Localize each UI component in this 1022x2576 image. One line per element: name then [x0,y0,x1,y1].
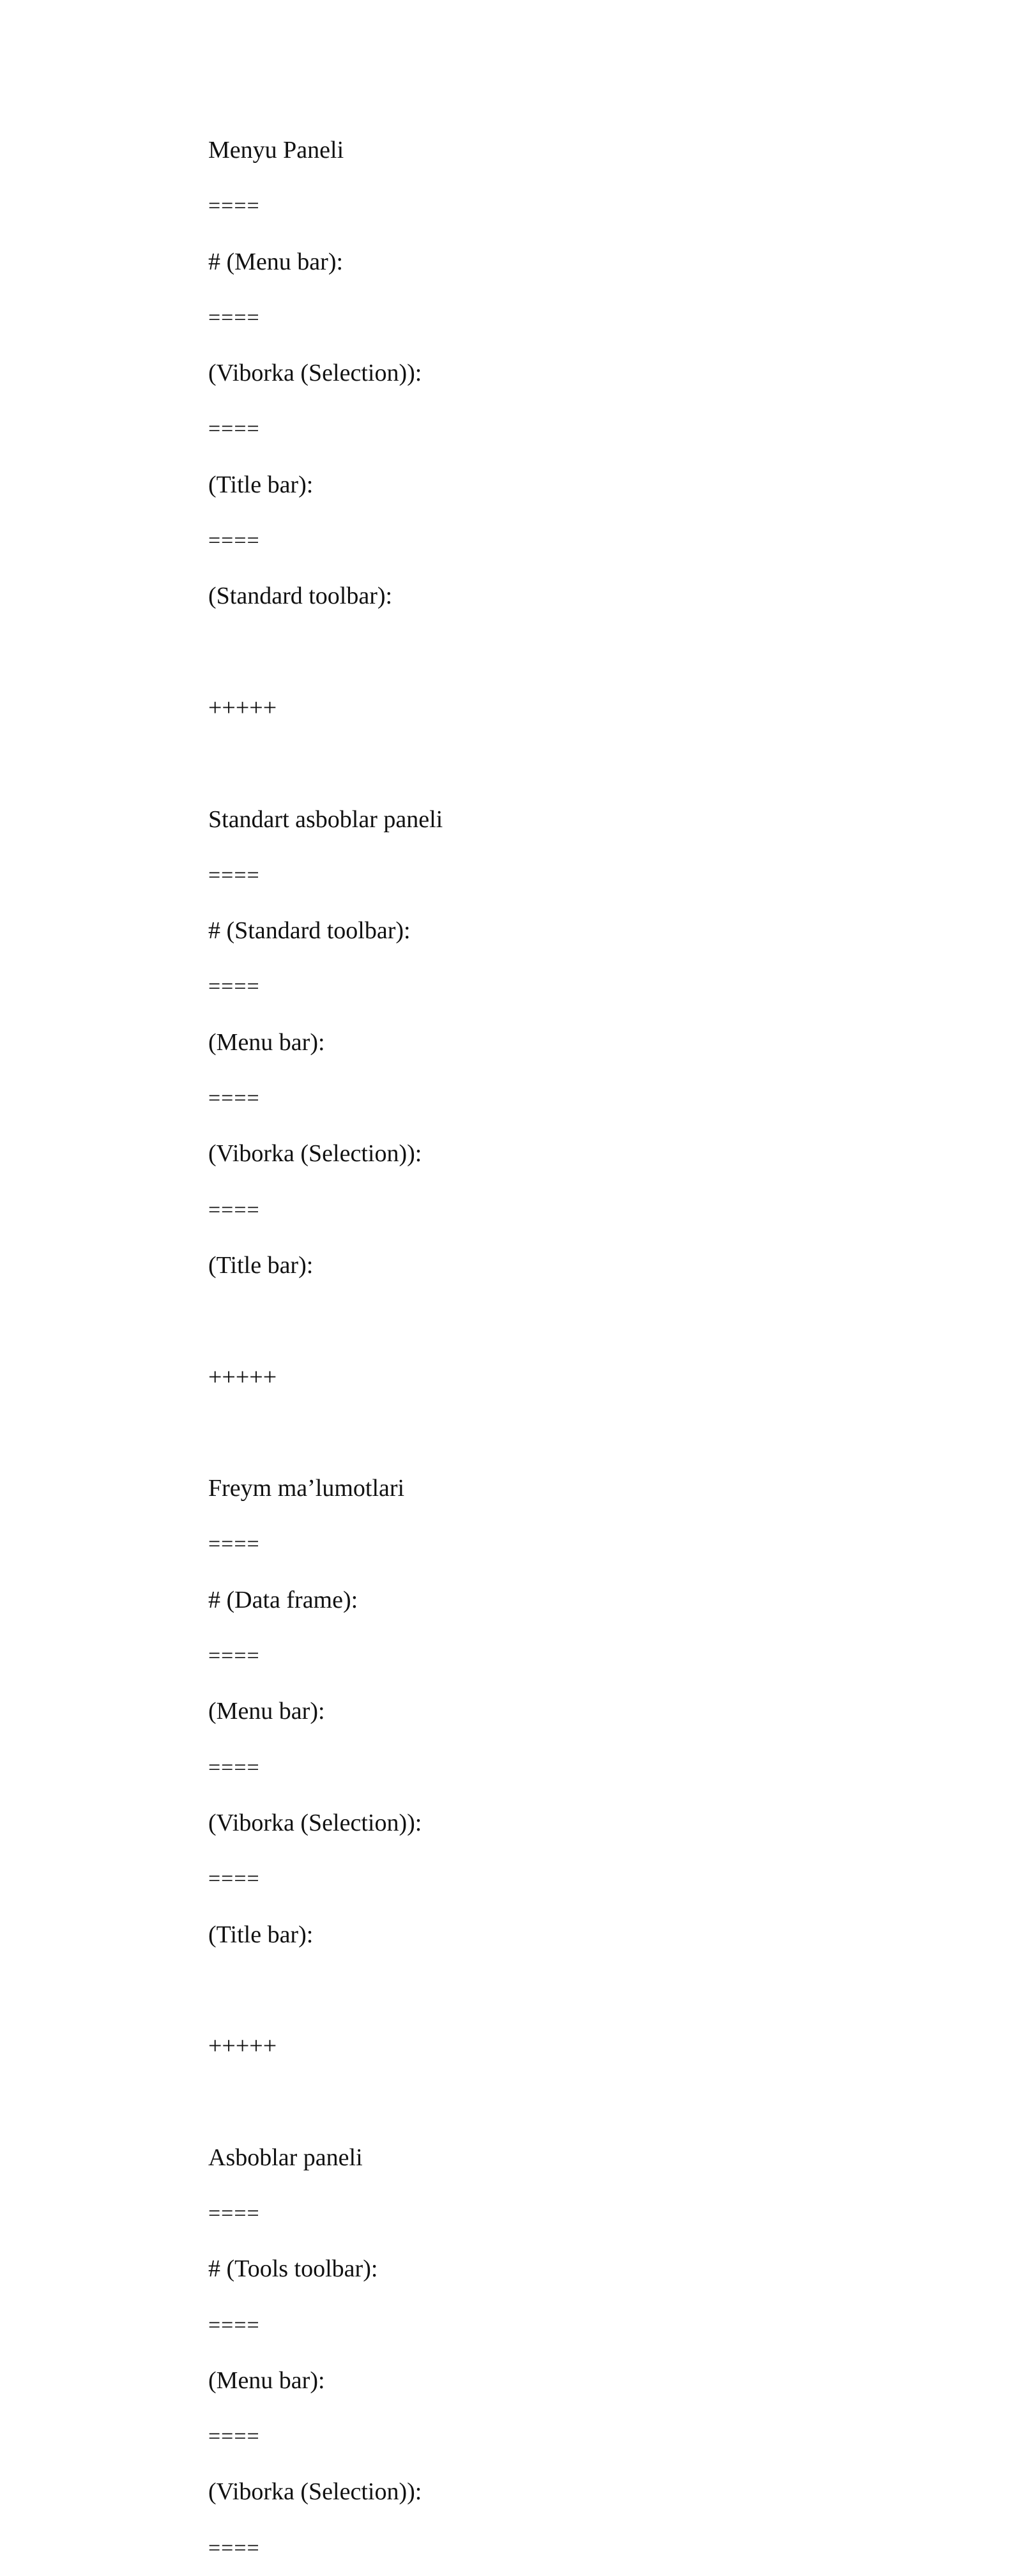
blank-line [208,1293,847,1349]
text-line: (Title bar): [208,1251,314,1279]
section-heading: Asboblar paneli [208,2144,363,2171]
text-line: (Menu bar): [208,1028,325,1056]
text-line: # (Data frame): [208,1586,358,1613]
separator: ==== [208,2425,260,2449]
text-line: # (Menu bar): [208,248,344,275]
separator: ==== [208,1644,260,1668]
separator: ==== [208,194,260,218]
separator: ==== [208,417,260,441]
separator: ==== [208,305,260,330]
blank-line [208,736,847,791]
separator: ==== [208,2536,260,2560]
section-heading: Standart asboblar paneli [208,805,443,833]
separator: ==== [208,2313,260,2337]
text-line: (Viborka (Selection)): [208,1809,422,1836]
text-line: (Standard toolbar): [208,583,393,610]
text-line: (Title bar): [208,1921,314,1948]
text-line: (Menu bar): [208,1698,325,1725]
section-heading: Menyu Paneli [208,137,344,164]
blank-line [208,1405,847,1461]
text-line: (Viborka (Selection)): [208,360,422,387]
text-line: (Viborka (Selection)): [208,1140,422,1168]
separator: ==== [208,1198,260,1222]
blank-line [208,625,847,680]
section-break: +++++ [208,1363,277,1391]
separator: ==== [208,975,260,999]
text-line: (Title bar): [208,471,314,498]
blank-line [208,1963,847,2018]
separator: ==== [208,2201,260,2225]
separator: ==== [208,529,260,553]
separator: ==== [208,1755,260,1780]
text-line: # (Tools toolbar): [208,2255,378,2283]
text-line: # (Standard toolbar): [208,917,411,945]
section-break: +++++ [208,694,277,721]
separator: ==== [208,1532,260,1557]
separator: ==== [208,1086,260,1111]
text-line: (Menu bar): [208,2366,325,2394]
section-break: +++++ [208,2032,277,2060]
separator: ==== [208,1867,260,1891]
text-line: (Viborka (Selection)): [208,2478,422,2506]
separator: ==== [208,863,260,887]
section-heading: Freym ma’lumotlari [208,1475,405,1502]
document-body [208,123,847,2576]
blank-line [208,2074,847,2130]
